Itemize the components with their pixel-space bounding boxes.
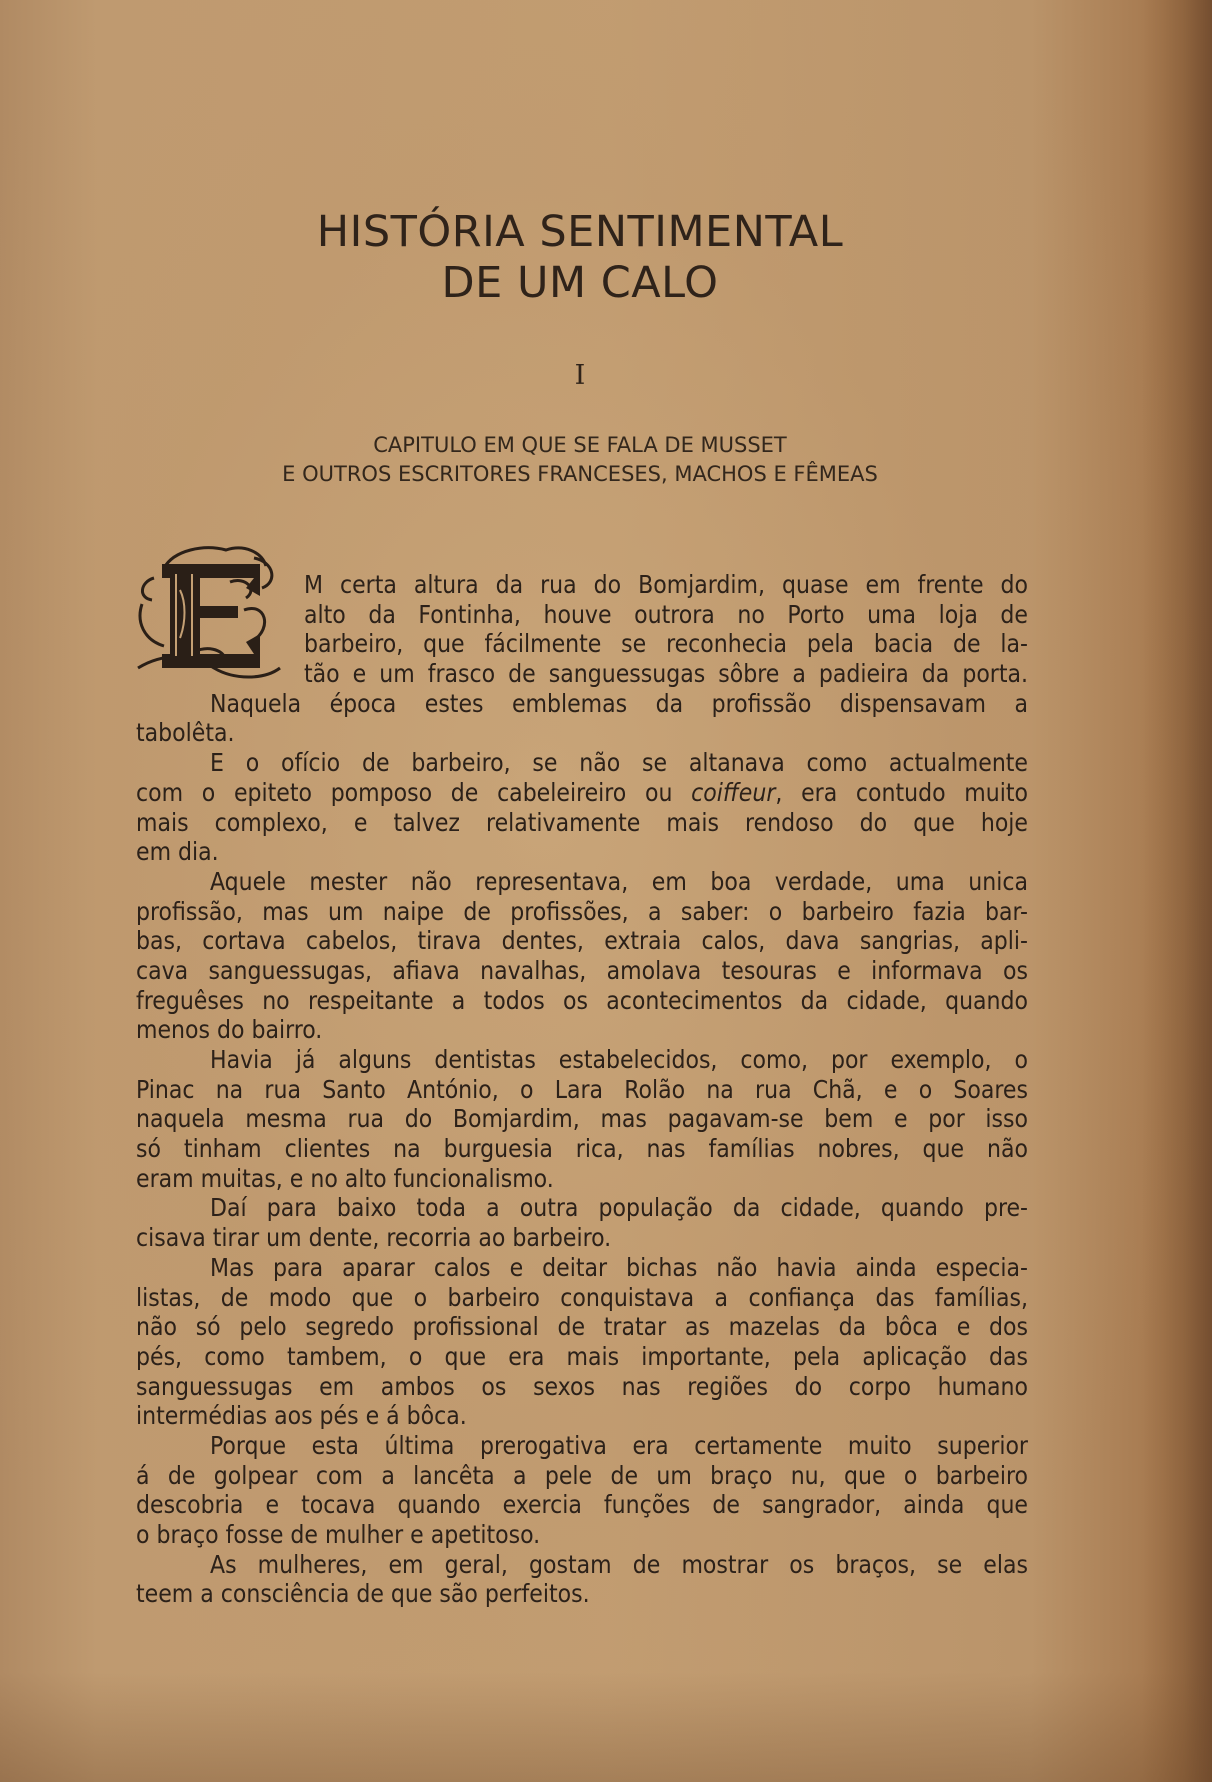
text-line	[136, 897, 1028, 927]
text-line	[136, 1164, 1028, 1194]
text-line	[136, 659, 1028, 689]
line-text: E o ofício de barbeiro, se não se altanava como actualmente	[210, 748, 1028, 778]
line-text: o braço fosse de mulher e apetitoso.	[136, 1520, 541, 1549]
text-line	[136, 1461, 1028, 1491]
text-line	[136, 1312, 1028, 1342]
line-text: em dia.	[136, 837, 219, 867]
line-text: As mulheres, em geral, gostam de mostrar os braços, se elas	[210, 1549, 1028, 1579]
story-body-text	[136, 570, 1028, 1609]
line-text-continued: , era contudo muito	[775, 777, 1028, 807]
text-line	[136, 1401, 1028, 1431]
chapter-number: I	[574, 360, 586, 391]
line-text: com o epiteto pomposo de cabeleireiro ou	[136, 777, 692, 807]
line-text: Naquela época estes emblemas da profissão dispensavam a	[210, 688, 1028, 718]
line-text: não só pelo segredo profissional de tratar as mazelas da bôca e dos	[136, 1312, 1028, 1342]
text-line	[136, 867, 1028, 897]
page-edge-shadow	[1142, 0, 1212, 1782]
line-text: Aquele mester não representava, em boa verdade, uma unica	[210, 866, 1028, 896]
line-text: sanguessugas em ambos os sexos nas regiões do corpo humano	[136, 1371, 1028, 1401]
text-line	[136, 926, 1028, 956]
text-line	[136, 778, 1028, 808]
story-title-line-2: DE UM CALO	[441, 258, 719, 308]
text-line	[136, 1579, 1028, 1609]
line-text: Havia já alguns dentistas estabelecidos, como, por exemplo, o	[210, 1045, 1028, 1074]
text-line	[136, 748, 1028, 778]
line-text: Mas para aparar calos e deitar bichas não havia ainda especia-	[210, 1252, 1028, 1282]
text-line	[136, 808, 1028, 838]
text-line	[136, 1342, 1028, 1372]
line-text: intermédias aos pés e á bôca.	[136, 1401, 467, 1431]
line-text: eram muitas, e no alto funcionalismo.	[136, 1163, 554, 1193]
text-line	[136, 1104, 1028, 1134]
text-line	[136, 956, 1028, 986]
text-line	[136, 1372, 1028, 1402]
line-text: profissão, mas um naipe de profissões, a saber: o barbeiro fazia bar-	[136, 896, 1028, 926]
line-text: menos do bairro.	[136, 1015, 323, 1045]
text-line	[136, 1283, 1028, 1313]
line-text: pés, como tambem, o que era mais importante, pela aplicação das	[136, 1341, 1028, 1371]
line-text: Porque esta última prerogativa era certamente muito superior	[210, 1430, 1028, 1460]
line-text: naquela mesma rua do Bomjardim, mas pagavam-se bem e por isso	[136, 1104, 1028, 1134]
line-text: cava sanguessugas, afiava navalhas, amolava tesouras e informava os	[136, 955, 1028, 985]
text-line	[136, 1550, 1028, 1580]
line-text: teem a consciência de que são perfeitos.	[136, 1579, 590, 1609]
text-line	[136, 1223, 1028, 1253]
story-title-line-1: HISTÓRIA SENTIMENTAL	[316, 207, 844, 257]
dropcap-letter: E	[134, 542, 135, 543]
text-line	[136, 570, 1028, 600]
line-text: listas, de modo que o barbeiro conquistava a confiança das famílias,	[136, 1282, 1028, 1312]
text-line	[136, 1193, 1028, 1223]
italic-word: coiffeur	[691, 777, 776, 807]
text-line	[136, 1520, 1028, 1550]
line-text: cisava tirar um dente, recorria ao barbeiro.	[136, 1223, 612, 1253]
chapter-title-line-1: CAPITULO EM QUE SE FALA DE MUSSET	[373, 433, 787, 457]
text-line	[136, 1134, 1028, 1164]
text-line	[136, 718, 1028, 748]
text-line	[136, 1015, 1028, 1045]
line-text: só tinham clientes na burguesia rica, nas famílias nobres, que não	[136, 1134, 1028, 1164]
text-line	[136, 689, 1028, 719]
line-text: tabolêta.	[136, 718, 235, 748]
chapter-title-line-2: E OUTROS ESCRITORES FRANCESES, MACHOS E FÊMEAS	[282, 462, 878, 486]
line-text: mais complexo, e talvez relativamente mais rendoso do que hoje	[136, 807, 1028, 837]
line-text: descobria e tocava quando exercia funções de sangrador, ainda que	[136, 1490, 1028, 1520]
text-line	[136, 1431, 1028, 1461]
line-text: Daí para baixo toda a outra população da cidade, quando pre-	[210, 1193, 1028, 1223]
line-text: tão e um frasco de sanguessugas sôbre a padieira da porta.	[304, 659, 1028, 689]
line-text: barbeiro, que fácilmente se reconhecia pela bacia de la-	[304, 629, 1028, 659]
line-text: á de golpear com a lancêta a pele de um braço nu, que o barbeiro	[136, 1460, 1028, 1490]
line-text: bas, cortava cabelos, tirava dentes, extraia calos, dava sangrias, apli-	[136, 926, 1028, 956]
line-text: M certa altura da rua do Bomjardim, quase em frente do	[304, 570, 1028, 599]
text-line	[136, 1075, 1028, 1105]
line-text: alto da Fontinha, houve outrora no Porto uma loja de	[304, 599, 1028, 629]
line-text: freguêses no respeitante a todos os acontecimentos da cidade, quando	[136, 985, 1028, 1015]
text-line	[136, 986, 1028, 1016]
page-bottom-shadow	[0, 1672, 1212, 1782]
line-text: Pinac na rua Santo António, o Lara Rolão na rua Chã, e o Soares	[136, 1074, 1028, 1104]
text-line	[136, 1045, 1028, 1075]
text-line	[136, 1253, 1028, 1283]
text-line	[136, 1490, 1028, 1520]
text-line	[136, 629, 1028, 659]
text-line	[136, 837, 1028, 867]
text-line	[136, 600, 1028, 630]
